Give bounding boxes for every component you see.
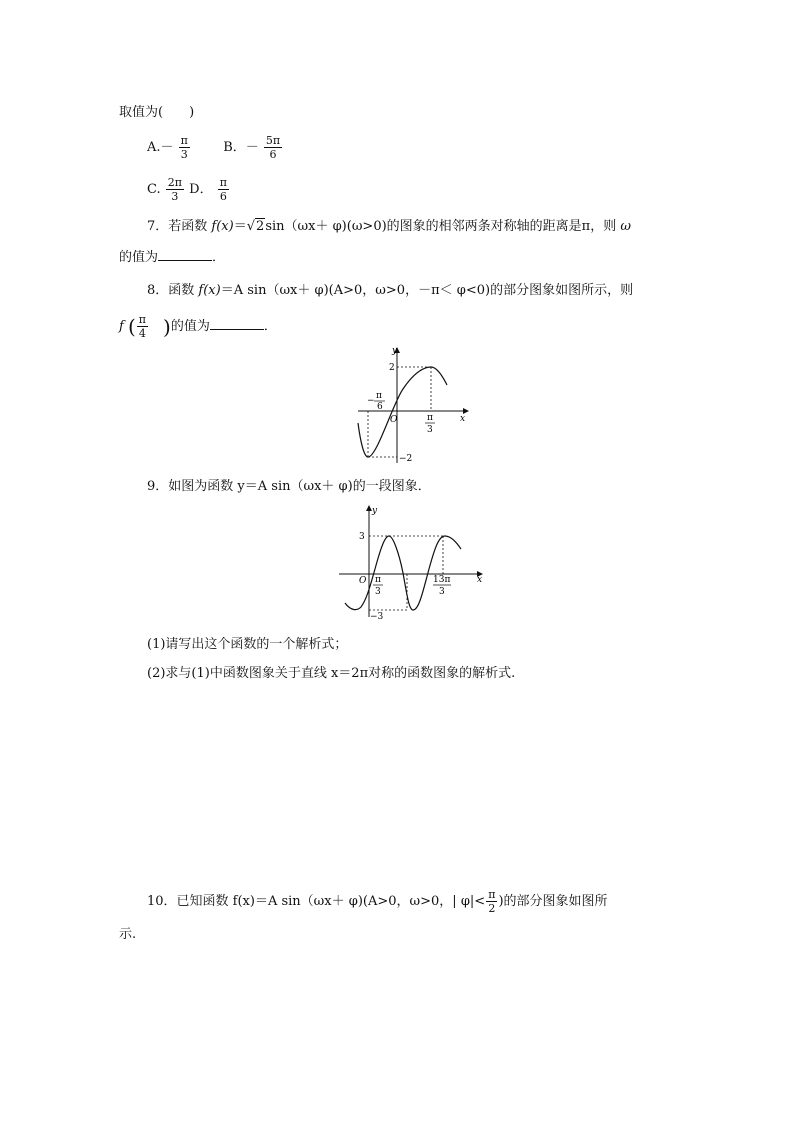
y-axis-label: y [392,346,398,356]
xtick-pi-3-num: π [427,413,433,423]
ytick-2: 2 [389,363,395,373]
option-a[interactable]: A.－ $\frac{\pi}{3}$ [147,134,188,161]
q7-line2: 的值为 ． [119,250,226,265]
q6-options-cd [147,176,230,203]
xtick-13pi-3-num: 13π [433,575,451,585]
ytick-minus2: −2 [399,454,413,464]
ytick-minus3: −3 [370,612,384,622]
q7-answer-blank[interactable] [158,248,212,261]
x-axis-label: x [477,575,483,585]
ytick-3: 3 [359,532,365,542]
sine-curve [358,367,447,457]
q6-options-ab [147,134,283,161]
q6-stem-tail: 取值为( ) [119,105,195,120]
xtick-pi-3-den: 3 [375,587,381,597]
q7-line1: 7．若函数 f(x)＝√2sin（ωx＋ φ)(ω>0)的图象的相邻两条对称轴的距离是π，则 ω [147,219,631,234]
option-c[interactable]: C. $\frac{2\pi}{3}$ [147,176,182,203]
q9-graph [337,503,489,623]
svg-text:−: − [367,396,375,406]
option-b[interactable]: B．－ $\frac{5\pi}{6}$ [223,134,281,161]
origin-label: O [359,576,367,586]
q10-line2: 示. [119,927,137,942]
q9-stem: 9．如图为函数 y＝A sin（ωx＋ φ)的一段图象． [147,479,431,494]
y-axis-label: y [372,506,378,516]
xtick-pi-3-num: π [375,575,381,585]
xtick-minus-pi-6-num: π [376,391,382,401]
q10-line1: 10．已知函数 f(x)＝A sin（ωx＋ φ)(A>0，ω>0，| φ|< $\frac{\pi}{2}$ )的部分图象如图所 [147,888,608,915]
xtick-pi-3-den: 3 [427,425,433,435]
q8-answer-blank[interactable] [210,317,264,330]
xtick-13pi-3-den: 3 [439,587,445,597]
q8-line2: f ( $\frac{\pi}{4}$ )的值为 ． [119,313,277,340]
q8-graph [355,343,475,468]
q9-sub2: (2)求与(1)中函数图象关于直线 x＝2π对称的函数图象的解析式. [147,666,516,681]
q8-line1: 8．函数 f(x)＝A sin（ωx＋ φ)(A>0，ω>0，－π＜ φ<0)的部分图象如图所示，则 [147,283,634,298]
origin-label: O [390,415,398,425]
x-axis-label: x [460,414,466,424]
sine-curve [345,536,461,610]
q9-sub1: (1)请写出这个函数的一个解析式； [147,637,348,652]
xtick-minus-pi-6-den: 6 [377,402,383,412]
option-d[interactable]: D． $\frac{\pi}{6}$ [189,176,227,203]
